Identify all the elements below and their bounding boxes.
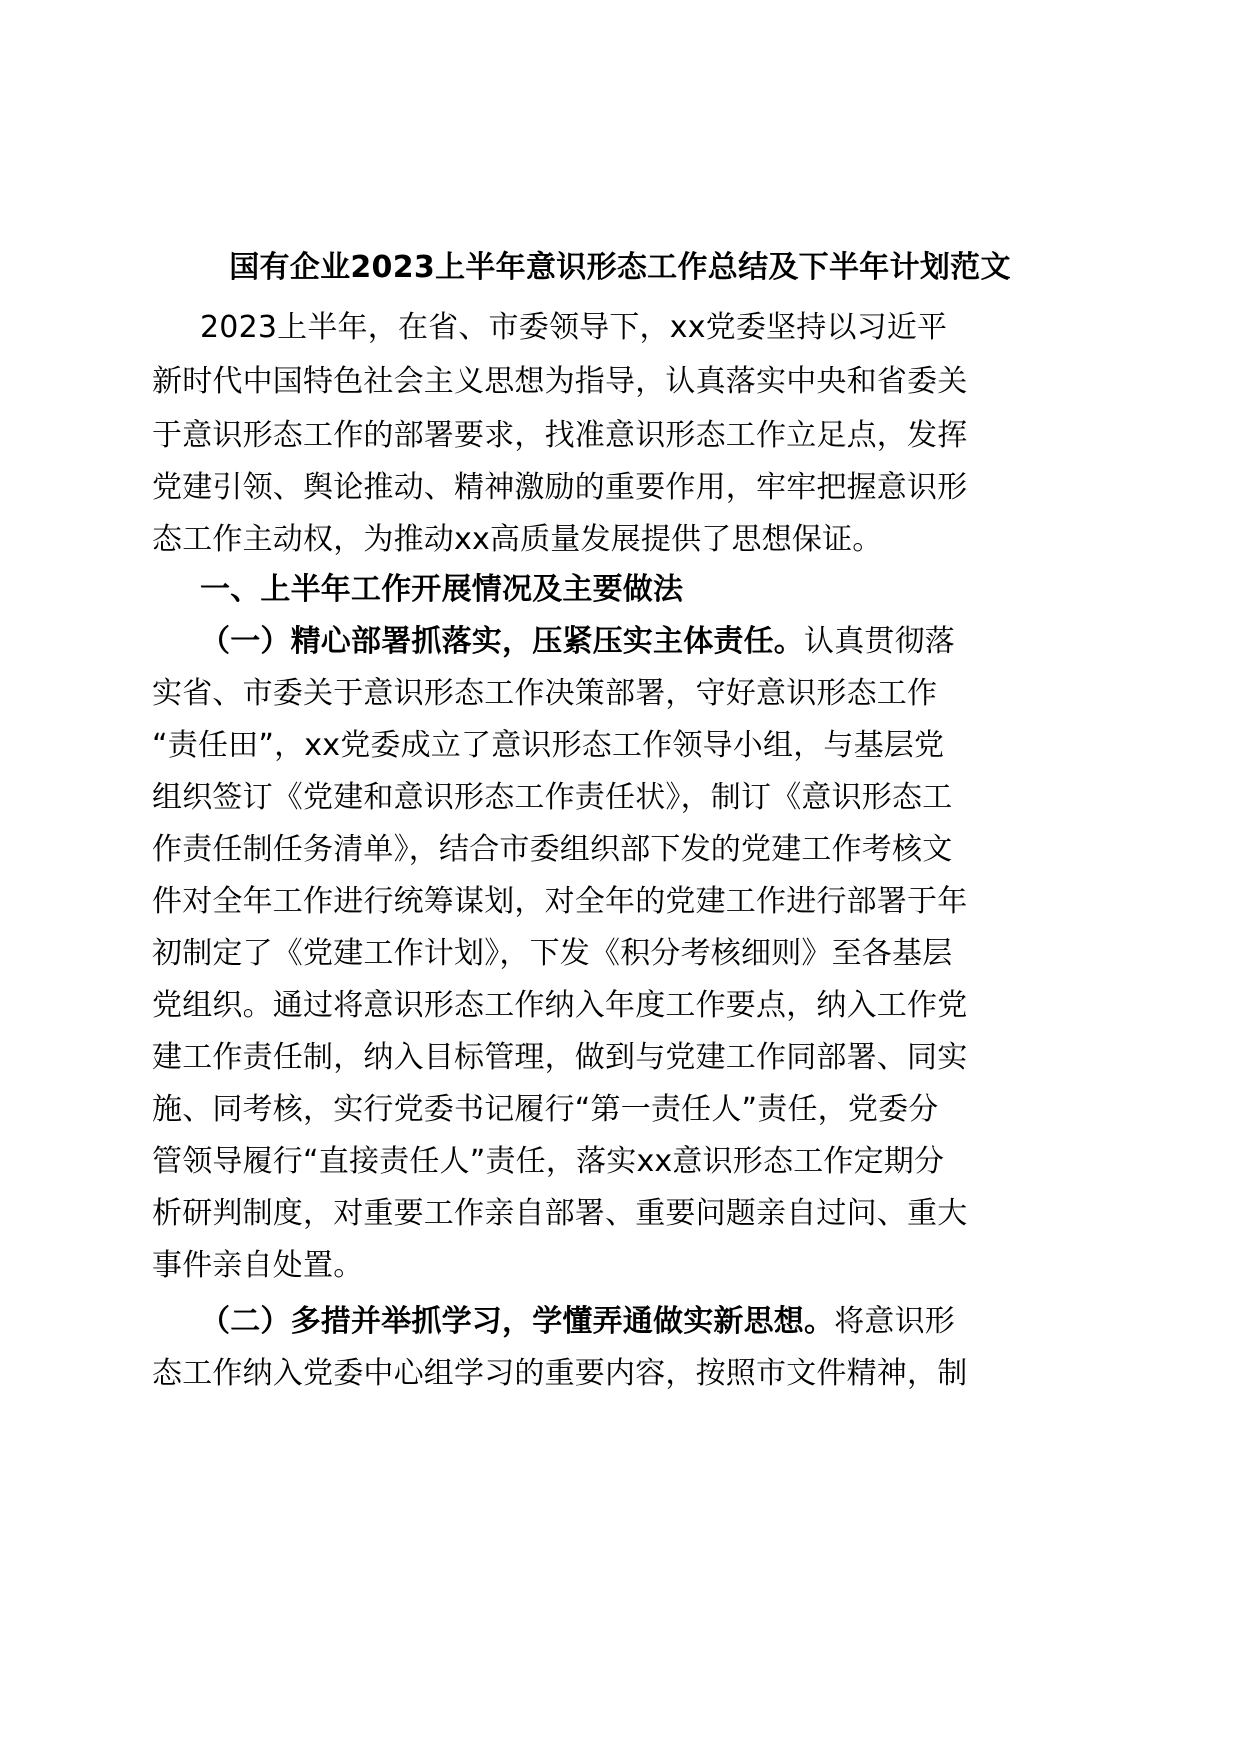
body-text: 实省、市委关于意识形态工作决策部署，守好意识形态工作 <box>152 676 938 711</box>
subsection-line <box>200 1294 955 1350</box>
body-text: 于意识形态工作的部署要求，找准意识形态工作立足点，发挥 <box>152 418 968 453</box>
paragraph-line <box>200 300 947 356</box>
subsection-line <box>200 614 955 670</box>
body-text: 组织签订《党建和意识形态工作责任状》，制订《意识形态工 <box>152 780 953 815</box>
body-text: 作责任制任务清单》，结合市委组织部下发的党建工作考核文 <box>152 832 953 867</box>
body-text: 析研判制度，对重要工作亲自部署、重要问题亲自过问、重大 <box>152 1196 968 1231</box>
body-text: 初制定了《党建工作计划》，下发《积分考核细则》至各基层 <box>152 936 953 971</box>
body-text: 2023上半年，在省、市委领导下，xx党委坚持以习近平 <box>200 310 948 345</box>
paragraph-line <box>152 978 967 1034</box>
paragraph-line <box>152 874 967 930</box>
paragraph-line <box>152 1238 363 1294</box>
section-heading <box>200 562 683 618</box>
paragraph-line <box>152 770 952 826</box>
body-text: “责任田”，xx党委成立了意识形态工作领导小组，与基层党 <box>152 728 945 763</box>
subsection-heading-text: （二）多措并举抓学习，学懂弄通做实新思想。 <box>200 1304 835 1339</box>
paragraph-line <box>152 1186 967 1242</box>
paragraph-line <box>152 1030 967 1086</box>
paragraph-line <box>152 354 967 410</box>
paragraph-line <box>152 408 967 464</box>
body-text: 态工作纳入党委中心组学习的重要内容，按照市文件精神，制 <box>152 1356 968 1391</box>
body-text: 将意识形 <box>834 1304 956 1339</box>
paragraph-line <box>152 926 952 982</box>
body-text: 施、同考核，实行党委书记履行“第一责任人”责任，党委分 <box>152 1092 939 1127</box>
body-text: 党建引领、舆论推动、精神激励的重要作用，牢牢把握意识形 <box>152 470 968 505</box>
body-text: 管领导履行“直接责任人”责任，落实xx意识形态工作定期分 <box>152 1144 945 1179</box>
paragraph-line <box>152 512 883 568</box>
subsection-heading-text: （一）精心部署抓落实，压紧压实主体责任。 <box>200 624 804 659</box>
paragraph-line <box>152 822 952 878</box>
paragraph-line <box>152 666 937 722</box>
paragraph-line <box>152 1346 967 1402</box>
body-text: 党组织。通过将意识形态工作纳入年度工作要点，纳入工作党 <box>152 988 968 1023</box>
body-text: 建工作责任制，纳入目标管理，做到与党建工作同部署、同实 <box>152 1040 968 1075</box>
paragraph-line <box>152 1134 944 1190</box>
paragraph-line <box>152 718 944 774</box>
paragraph-line <box>152 1082 938 1138</box>
body-text: 事件亲自处置。 <box>152 1248 364 1283</box>
body-text: 认真贯彻落 <box>804 624 955 659</box>
section-heading-text: 一、上半年工作开展情况及主要做法 <box>200 572 684 607</box>
paragraph-line <box>152 460 967 516</box>
body-text: 态工作主动权，为推动xx高质量发展提供了思想保证。 <box>152 522 883 557</box>
body-text: 新时代中国特色社会主义思想为指导，认真落实中央和省委关 <box>152 364 968 399</box>
body-text: 件对全年工作进行统筹谋划，对全年的党建工作进行部署于年 <box>152 884 968 919</box>
document-title: 国有企业2023上半年意识形态工作总结及下半年计划范文 <box>229 250 1011 285</box>
